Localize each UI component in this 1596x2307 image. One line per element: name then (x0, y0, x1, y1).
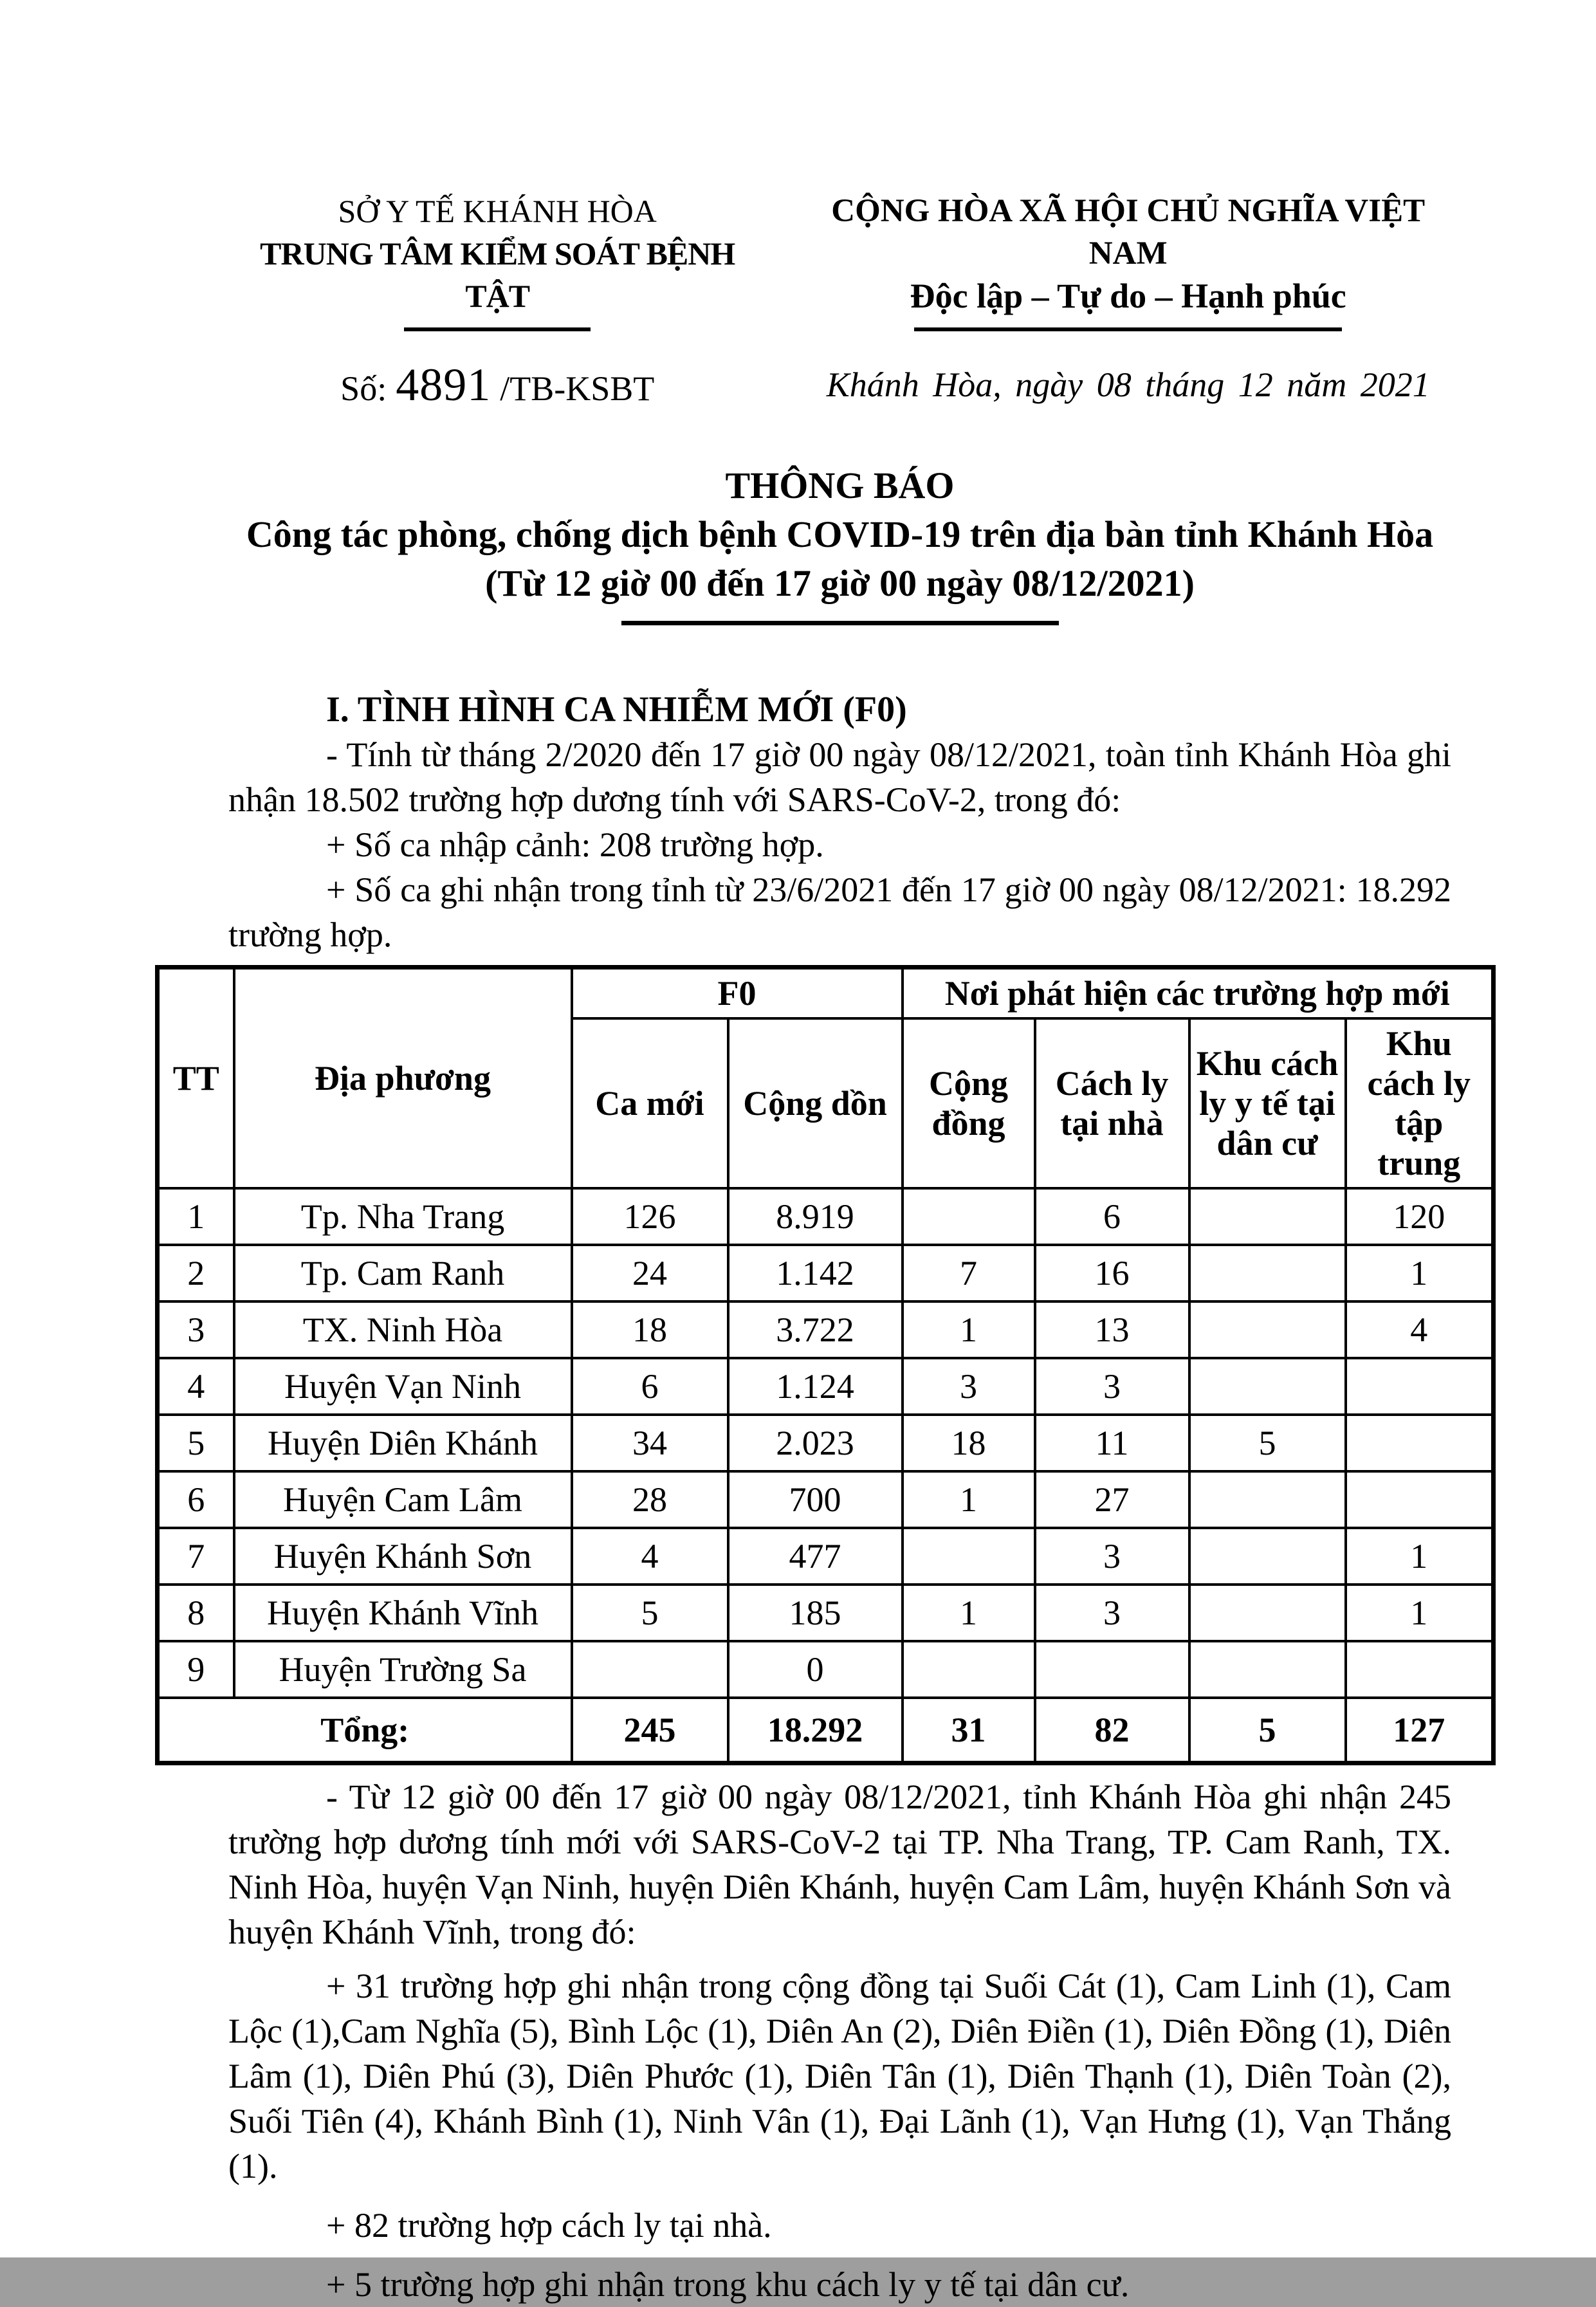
cell-home-quarantine: 16 (1035, 1245, 1189, 1301)
cell-community (903, 1188, 1035, 1245)
cell-community: 3 (903, 1358, 1035, 1415)
document-number-suffix: /TB-KSBT (500, 369, 655, 408)
cell-community (903, 1641, 1035, 1698)
section2-paragraph-2: + 31 trường hợp ghi nhận trong cộng đồng tại Suối Cát (1), Cam Linh (1), Cam Lộc (1),Cam Nghĩa (5), Bình Lộc (1), Diên An (2), Diên Điền (1), Diên Đồng (1), Diên Lâm (1), Diên Phú (3), Diên Phước (1), Diên Tân (1), Diên Thạnh (1), Diên Toàn (2), Suối Tiên (4), Khánh Bình (1), Ninh Vân (1), Đại Lãnh (1), Vạn Hưng (1), Vạn Thắng (1). (228, 1967, 1451, 2185)
table-row (158, 1585, 1494, 1641)
cell-medical-quarantine (1189, 1301, 1346, 1358)
cell-tt: 6 (158, 1471, 234, 1528)
section1-heading: I. TÌNH HÌNH CA NHIỄM MỚI (F0) (326, 690, 907, 730)
cell-total-medical-quarantine: 5 (1189, 1698, 1346, 1763)
cell-community: 18 (903, 1415, 1035, 1471)
col-header-home-quarantine: Cách ly tại nhà (1035, 1018, 1189, 1188)
cell-medical-quarantine (1189, 1358, 1346, 1415)
col-header-medical-quarantine: Khu cách ly y tế tại dân cư (1189, 1018, 1346, 1188)
title-underline (621, 621, 1059, 625)
cell-cumulative: 3.722 (728, 1301, 903, 1358)
cell-medical-quarantine (1189, 1245, 1346, 1301)
cell-cumulative: 185 (728, 1585, 903, 1641)
cell-tt: 9 (158, 1641, 234, 1698)
cell-home-quarantine: 3 (1035, 1585, 1189, 1641)
cell-medical-quarantine: 5 (1189, 1415, 1346, 1471)
col-header-location: Địa phương (234, 968, 572, 1189)
cell-new-cases: 34 (572, 1415, 728, 1471)
col-header-cumulative: Cộng dồn (728, 1018, 903, 1188)
cell-cumulative: 2.023 (728, 1415, 903, 1471)
cell-concentrated-quarantine: 1 (1346, 1245, 1494, 1301)
section1-paragraph-1: - Tính từ tháng 2/2020 đến 17 giờ 00 ngày 08/12/2021, toàn tỉnh Khánh Hòa ghi nhận 18.502 trường hợp dương tính với SARS-CoV-2, trong đó: (228, 735, 1451, 819)
table-row (158, 1528, 1494, 1585)
cell-concentrated-quarantine (1346, 1358, 1494, 1415)
cell-cumulative: 1.142 (728, 1245, 903, 1301)
cell-concentrated-quarantine: 1 (1346, 1528, 1494, 1585)
cell-tt: 7 (158, 1528, 234, 1585)
issuing-agency-block (228, 190, 766, 331)
cell-cumulative: 0 (728, 1641, 903, 1698)
cell-total-community: 31 (903, 1698, 1035, 1763)
cell-location: TX. Ninh Hòa (234, 1301, 572, 1358)
cell-new-cases: 4 (572, 1528, 728, 1585)
cell-location: Tp. Cam Ranh (234, 1245, 572, 1301)
document-number (228, 359, 766, 411)
col-header-concentrated-quarantine: Khu cách ly tập trung (1346, 1018, 1494, 1188)
cell-home-quarantine: 11 (1035, 1415, 1189, 1471)
cell-location: Huyện Vạn Ninh (234, 1358, 572, 1415)
section1-paragraph-2: + Số ca nhập cảnh: 208 trường hợp. (326, 825, 824, 864)
table-row (158, 1188, 1494, 1245)
cell-total-home-quarantine: 82 (1035, 1698, 1189, 1763)
col-header-tt: TT (158, 968, 234, 1189)
cell-tt: 1 (158, 1188, 234, 1245)
cell-concentrated-quarantine (1346, 1641, 1494, 1698)
cell-medical-quarantine (1189, 1471, 1346, 1528)
cell-home-quarantine: 3 (1035, 1528, 1189, 1585)
document-time-range: (Từ 12 giờ 00 đến 17 giờ 00 ngày 08/12/2021) (485, 562, 1195, 604)
cell-medical-quarantine (1189, 1585, 1346, 1641)
cell-cumulative: 477 (728, 1528, 903, 1585)
section2-paragraph-1: - Từ 12 giờ 00 đến 17 giờ 00 ngày 08/12/2021, tỉnh Khánh Hòa ghi nhận 245 trường hợp dương tính mới với SARS-CoV-2 tại TP. Nha Trang, TP. Cam Ranh, TX. Ninh Hòa, huyện Vạn Ninh, huyện Diên Khánh, huyện Cam Lâm, huyện Khánh Sơn và huyện Khánh Vĩnh, trong đó: (228, 1778, 1451, 1951)
document-number-label: Số: (340, 369, 387, 408)
document-meta-row (228, 359, 1451, 411)
cell-location: Huyện Khánh Vĩnh (234, 1585, 572, 1641)
col-header-community: Cộng đồng (903, 1018, 1035, 1188)
cell-concentrated-quarantine (1346, 1415, 1494, 1471)
table-header-row-1 (158, 968, 1494, 1019)
cell-location: Huyện Diên Khánh (234, 1415, 572, 1471)
cell-home-quarantine (1035, 1641, 1189, 1698)
cell-home-quarantine: 6 (1035, 1188, 1189, 1245)
table-row (158, 1415, 1494, 1471)
header-left-underline (404, 327, 591, 331)
national-motto-block (766, 190, 1451, 331)
section2-paragraph-4: + 5 trường hợp ghi nhận trong khu cách ly y tế tại dân cư. (326, 2265, 1130, 2304)
cell-location: Huyện Cam Lâm (234, 1471, 572, 1528)
cell-total-cumulative: 18.292 (728, 1698, 903, 1763)
table-row (158, 1245, 1494, 1301)
cell-new-cases: 24 (572, 1245, 728, 1301)
cell-medical-quarantine (1189, 1641, 1346, 1698)
cell-medical-quarantine (1189, 1528, 1346, 1585)
cell-location: Huyện Khánh Sơn (234, 1528, 572, 1585)
section2-paragraph-3: + 82 trường hợp cách ly tại nhà. (326, 2206, 772, 2245)
cell-total-label: Tổng: (158, 1698, 572, 1763)
cell-cumulative: 700 (728, 1471, 903, 1528)
col-group-header-f0: F0 (572, 968, 903, 1019)
table-total-row (158, 1698, 1494, 1763)
cell-cumulative: 1.124 (728, 1358, 903, 1415)
cell-new-cases: 28 (572, 1471, 728, 1528)
col-group-header-detection: Nơi phát hiện các trường hợp mới (903, 968, 1494, 1019)
header-right-underline (914, 327, 1342, 331)
cell-total-new-cases: 245 (572, 1698, 728, 1763)
issuing-department-name: TRUNG TÂM KIỂM SOÁT BỆNH TẬT (260, 235, 735, 314)
cell-community: 7 (903, 1245, 1035, 1301)
cell-new-cases: 18 (572, 1301, 728, 1358)
cell-total-concentrated-quarantine: 127 (1346, 1698, 1494, 1763)
table-row (158, 1471, 1494, 1528)
cell-concentrated-quarantine: 120 (1346, 1188, 1494, 1245)
title-block (228, 461, 1451, 625)
place-date-line: Khánh Hòa, ngày 08 tháng 12 năm 2021 (826, 365, 1430, 404)
table-row (158, 1358, 1494, 1415)
issuing-agency-name: SỞ Y TẾ KHÁNH HÒA (338, 193, 657, 229)
national-name: CỘNG HÒA XÃ HỘI CHỦ NGHĨA VIỆT NAM (831, 193, 1426, 271)
cell-concentrated-quarantine: 1 (1346, 1585, 1494, 1641)
cell-new-cases: 6 (572, 1358, 728, 1415)
table-row (158, 1641, 1494, 1698)
cell-new-cases: 126 (572, 1188, 728, 1245)
cell-concentrated-quarantine (1346, 1471, 1494, 1528)
cell-tt: 8 (158, 1585, 234, 1641)
cell-medical-quarantine (1189, 1188, 1346, 1245)
cell-community: 1 (903, 1301, 1035, 1358)
cell-community: 1 (903, 1585, 1035, 1641)
cell-tt: 5 (158, 1415, 234, 1471)
table-row (158, 1301, 1494, 1358)
cell-community (903, 1528, 1035, 1585)
national-header (228, 190, 1451, 331)
cell-home-quarantine: 13 (1035, 1301, 1189, 1358)
cell-location: Huyện Trường Sa (234, 1641, 572, 1698)
covid-cases-table (155, 965, 1496, 1765)
cell-community: 1 (903, 1471, 1035, 1528)
cell-home-quarantine: 3 (1035, 1358, 1189, 1415)
cell-tt: 3 (158, 1301, 234, 1358)
cell-tt: 2 (158, 1245, 234, 1301)
cell-tt: 4 (158, 1358, 234, 1415)
document-number-value: 4891 (396, 359, 491, 410)
cell-concentrated-quarantine: 4 (1346, 1301, 1494, 1358)
cell-home-quarantine: 27 (1035, 1471, 1189, 1528)
section1-paragraph-3: + Số ca ghi nhận trong tỉnh từ 23/6/2021 đến 17 giờ 00 ngày 08/12/2021: 18.292 trường hợp. (228, 870, 1451, 954)
col-header-new-cases: Ca mới (572, 1018, 728, 1188)
cell-new-cases: 5 (572, 1585, 728, 1641)
document-subtitle: Công tác phòng, chống dịch bệnh COVID-19 trên địa bàn tỉnh Khánh Hòa (246, 513, 1434, 555)
cell-cumulative: 8.919 (728, 1188, 903, 1245)
document-title: THÔNG BÁO (725, 464, 955, 506)
cell-new-cases (572, 1641, 728, 1698)
national-motto: Độc lập – Tự do – Hạnh phúc (910, 277, 1346, 315)
cell-location: Tp. Nha Trang (234, 1188, 572, 1245)
